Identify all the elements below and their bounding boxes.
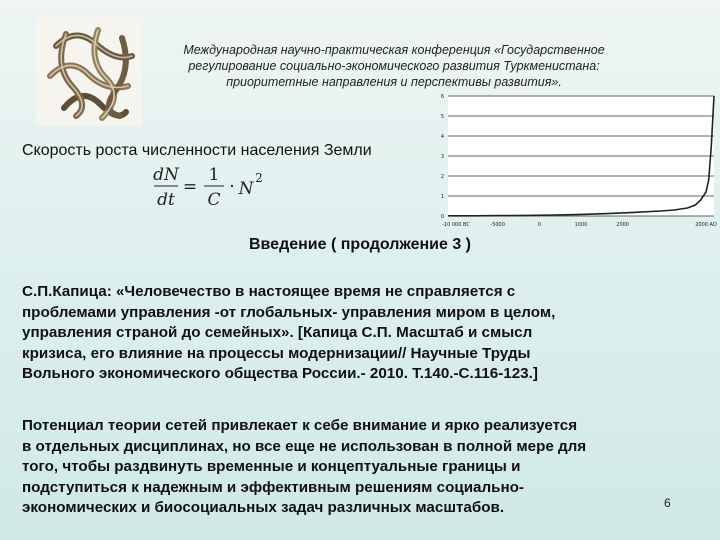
- header-line: приоритетные направления и перспективы развития».: [226, 75, 562, 89]
- paragraph-line: в отдельных дисциплинах, но все еще не использован в полной мере для: [22, 437, 587, 455]
- chart-y-tick-label: 2: [440, 174, 444, 180]
- conference-header: [150, 42, 638, 90]
- formula-base: N: [238, 179, 254, 199]
- formula-lhs-denominator: dt: [157, 190, 175, 210]
- chart-y-tick-label: 3: [440, 154, 444, 160]
- quote-paragraph: [22, 282, 702, 385]
- chart-x-tick-label: 1000: [574, 222, 588, 228]
- paragraph-line: С.П.Капица: «Человечество в настоящее время не справляется с: [22, 283, 516, 300]
- paragraph-line: Вольного экономического общества России.- 2010. Т.140.-С.116-123.]: [22, 365, 538, 382]
- paragraph-line: кризиса, его влияние на процессы модернизации// Научные Труды: [22, 344, 531, 362]
- population-chart-svg: [428, 94, 720, 234]
- paragraph-line: проблемами управления -от глобальных- управления миром в целом,: [22, 303, 556, 321]
- paragraph-line: экономических и биосоциальных задач различных масштабов.: [22, 499, 505, 516]
- conference-logo: [36, 16, 142, 126]
- formula-equals: =: [182, 177, 198, 197]
- network-theory-paragraph: [22, 416, 694, 519]
- page-number: 6: [664, 496, 671, 510]
- chart-x-tick-label: 0: [537, 222, 541, 228]
- chart-x-tick-label: -5000: [490, 222, 505, 228]
- formula-rhs-numerator: 1: [208, 165, 220, 185]
- chart-x-tick-label: -10 000 BC: [442, 222, 470, 228]
- chart-y-tick-label: 5: [440, 114, 444, 120]
- paragraph-line: Потенциал теории сетей привлекает к себе внимание и ярко реализуется: [22, 417, 578, 434]
- paragraph-line: подступиться к надежным и эффективным решениям социально-: [22, 478, 524, 496]
- chart-y-tick-label: 4: [440, 134, 444, 140]
- chart-y-tick-label: 1: [440, 194, 444, 200]
- formula-lhs-numerator: dN: [153, 165, 179, 185]
- chart-x-tick-label: 2000 AD: [695, 222, 717, 228]
- chart-y-tick-label: 0: [440, 214, 444, 220]
- paragraph-line: того, чтобы раздвинуть временные и концептуальные границы и: [22, 458, 521, 475]
- header-line: Международная научно-практическая конференция «Государственное: [183, 43, 605, 57]
- growth-rate-formula: [152, 160, 270, 216]
- formula-exponent: 2: [255, 171, 263, 185]
- header-line: регулирование социально-экономического развития Туркменистана:: [188, 59, 600, 73]
- chart-y-tick-label: 6: [440, 94, 444, 100]
- chart-x-tick-label: 2000: [616, 222, 630, 228]
- slide-subtitle: Скорость роста численности населения Земли: [22, 142, 372, 159]
- population-chart: [428, 94, 720, 234]
- section-title: Введение ( продолжение 3 ): [249, 236, 471, 253]
- paragraph-line: управления страной до семейных». [Капица С.П. Масштаб и смысл: [22, 324, 533, 341]
- formula-dot: ·: [229, 177, 235, 197]
- formula-rhs-denominator: C: [207, 190, 221, 210]
